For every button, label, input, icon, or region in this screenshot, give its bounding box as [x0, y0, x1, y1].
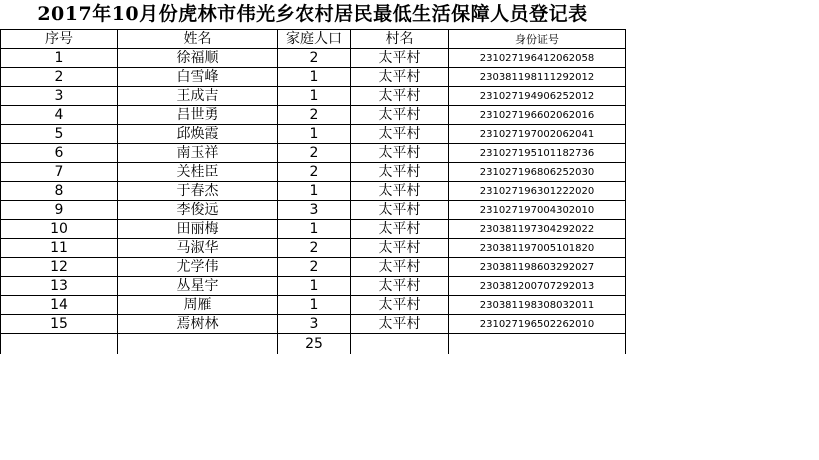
name-cell[interactable]: 邱焕霞	[118, 125, 278, 144]
village-cell[interactable]: 太平村	[351, 163, 449, 182]
seq-cell[interactable]: 10	[1, 220, 118, 239]
id-cell[interactable]: 230381198111292012	[449, 68, 626, 87]
header-name[interactable]: 姓名	[118, 30, 278, 49]
household-cell[interactable]: 1	[278, 220, 351, 239]
id-cell[interactable]: 231027196502262010	[449, 315, 626, 334]
seq-cell[interactable]: 9	[1, 201, 118, 220]
household-cell[interactable]: 1	[278, 277, 351, 296]
name-cell[interactable]: 马淑华	[118, 239, 278, 258]
id-cell[interactable]: 231027194906252012	[449, 87, 626, 106]
total-name-cell[interactable]	[118, 334, 278, 355]
id-cell[interactable]: 231027197004302010	[449, 201, 626, 220]
id-cell[interactable]: 231027196602062016	[449, 106, 626, 125]
name-cell[interactable]: 吕世勇	[118, 106, 278, 125]
table-row	[1, 201, 626, 220]
village-cell[interactable]: 太平村	[351, 68, 449, 87]
seq-cell[interactable]: 4	[1, 106, 118, 125]
table-row	[1, 49, 626, 68]
table-row	[1, 125, 626, 144]
table-row	[1, 68, 626, 87]
village-cell[interactable]: 太平村	[351, 201, 449, 220]
header-row	[1, 30, 626, 49]
seq-cell[interactable]: 3	[1, 87, 118, 106]
seq-cell[interactable]: 7	[1, 163, 118, 182]
seq-cell[interactable]: 14	[1, 296, 118, 315]
name-cell[interactable]: 李俊远	[118, 201, 278, 220]
id-cell[interactable]: 230381197005101820	[449, 239, 626, 258]
total-village-cell[interactable]	[351, 334, 449, 355]
seq-cell[interactable]: 6	[1, 144, 118, 163]
name-cell[interactable]: 王成吉	[118, 87, 278, 106]
village-cell[interactable]: 太平村	[351, 296, 449, 315]
village-cell[interactable]: 太平村	[351, 125, 449, 144]
name-cell[interactable]: 徐福顺	[118, 49, 278, 68]
table-row	[1, 220, 626, 239]
id-cell[interactable]: 231027195101182736	[449, 144, 626, 163]
village-cell[interactable]: 太平村	[351, 220, 449, 239]
total-seq-cell[interactable]	[1, 334, 118, 355]
id-cell[interactable]: 230381200707292013	[449, 277, 626, 296]
name-cell[interactable]: 白雪峰	[118, 68, 278, 87]
id-cell[interactable]: 231027196412062058	[449, 49, 626, 68]
id-cell[interactable]: 231027196301222020	[449, 182, 626, 201]
household-cell[interactable]: 2	[278, 144, 351, 163]
name-cell[interactable]: 丛星宇	[118, 277, 278, 296]
household-cell[interactable]: 1	[278, 125, 351, 144]
name-cell[interactable]: 尤学伟	[118, 258, 278, 277]
id-cell[interactable]: 230381198603292027	[449, 258, 626, 277]
name-cell[interactable]: 焉树林	[118, 315, 278, 334]
name-cell[interactable]: 周雁	[118, 296, 278, 315]
seq-cell[interactable]: 5	[1, 125, 118, 144]
table-row	[1, 315, 626, 334]
village-cell[interactable]: 太平村	[351, 277, 449, 296]
seq-cell[interactable]: 8	[1, 182, 118, 201]
table-row	[1, 106, 626, 125]
name-cell[interactable]: 关桂臣	[118, 163, 278, 182]
id-cell[interactable]: 231027196806252030	[449, 163, 626, 182]
household-cell[interactable]: 3	[278, 315, 351, 334]
total-row	[1, 334, 626, 355]
village-cell[interactable]: 太平村	[351, 87, 449, 106]
village-cell[interactable]: 太平村	[351, 239, 449, 258]
registration-table	[0, 29, 626, 354]
total-id-cell[interactable]	[449, 334, 626, 355]
household-cell[interactable]: 2	[278, 106, 351, 125]
table-row	[1, 277, 626, 296]
table-row	[1, 163, 626, 182]
household-cell[interactable]: 1	[278, 296, 351, 315]
total-household-cell[interactable]: 25	[278, 334, 351, 355]
seq-cell[interactable]: 2	[1, 68, 118, 87]
village-cell[interactable]: 太平村	[351, 49, 449, 68]
household-cell[interactable]: 3	[278, 201, 351, 220]
name-cell[interactable]: 田丽梅	[118, 220, 278, 239]
household-cell[interactable]: 2	[278, 49, 351, 68]
village-cell[interactable]: 太平村	[351, 258, 449, 277]
seq-cell[interactable]: 12	[1, 258, 118, 277]
table-row	[1, 144, 626, 163]
sheet-title: 2017年10月份虎林市伟光乡农村居民最低生活保障人员登记表	[0, 0, 625, 30]
household-cell[interactable]: 1	[278, 182, 351, 201]
table-row	[1, 258, 626, 277]
id-cell[interactable]: 230381198308032011	[449, 296, 626, 315]
household-cell[interactable]: 2	[278, 239, 351, 258]
village-cell[interactable]: 太平村	[351, 144, 449, 163]
village-cell[interactable]: 太平村	[351, 182, 449, 201]
village-cell[interactable]: 太平村	[351, 315, 449, 334]
header-seq[interactable]: 序号	[1, 30, 118, 49]
table-row	[1, 296, 626, 315]
seq-cell[interactable]: 1	[1, 49, 118, 68]
village-cell[interactable]: 太平村	[351, 106, 449, 125]
seq-cell[interactable]: 15	[1, 315, 118, 334]
header-household[interactable]: 家庭人口	[278, 30, 351, 49]
id-cell[interactable]: 231027197002062041	[449, 125, 626, 144]
table-row	[1, 239, 626, 258]
household-cell[interactable]: 2	[278, 163, 351, 182]
seq-cell[interactable]: 11	[1, 239, 118, 258]
household-cell[interactable]: 2	[278, 258, 351, 277]
household-cell[interactable]: 1	[278, 68, 351, 87]
header-village[interactable]: 村名	[351, 30, 449, 49]
name-cell[interactable]: 南玉祥	[118, 144, 278, 163]
name-cell[interactable]: 于春杰	[118, 182, 278, 201]
table-row	[1, 182, 626, 201]
table-row	[1, 87, 626, 106]
household-cell[interactable]: 1	[278, 87, 351, 106]
seq-cell[interactable]: 13	[1, 277, 118, 296]
id-cell[interactable]: 230381197304292022	[449, 220, 626, 239]
header-id[interactable]: 身份证号	[449, 30, 626, 49]
